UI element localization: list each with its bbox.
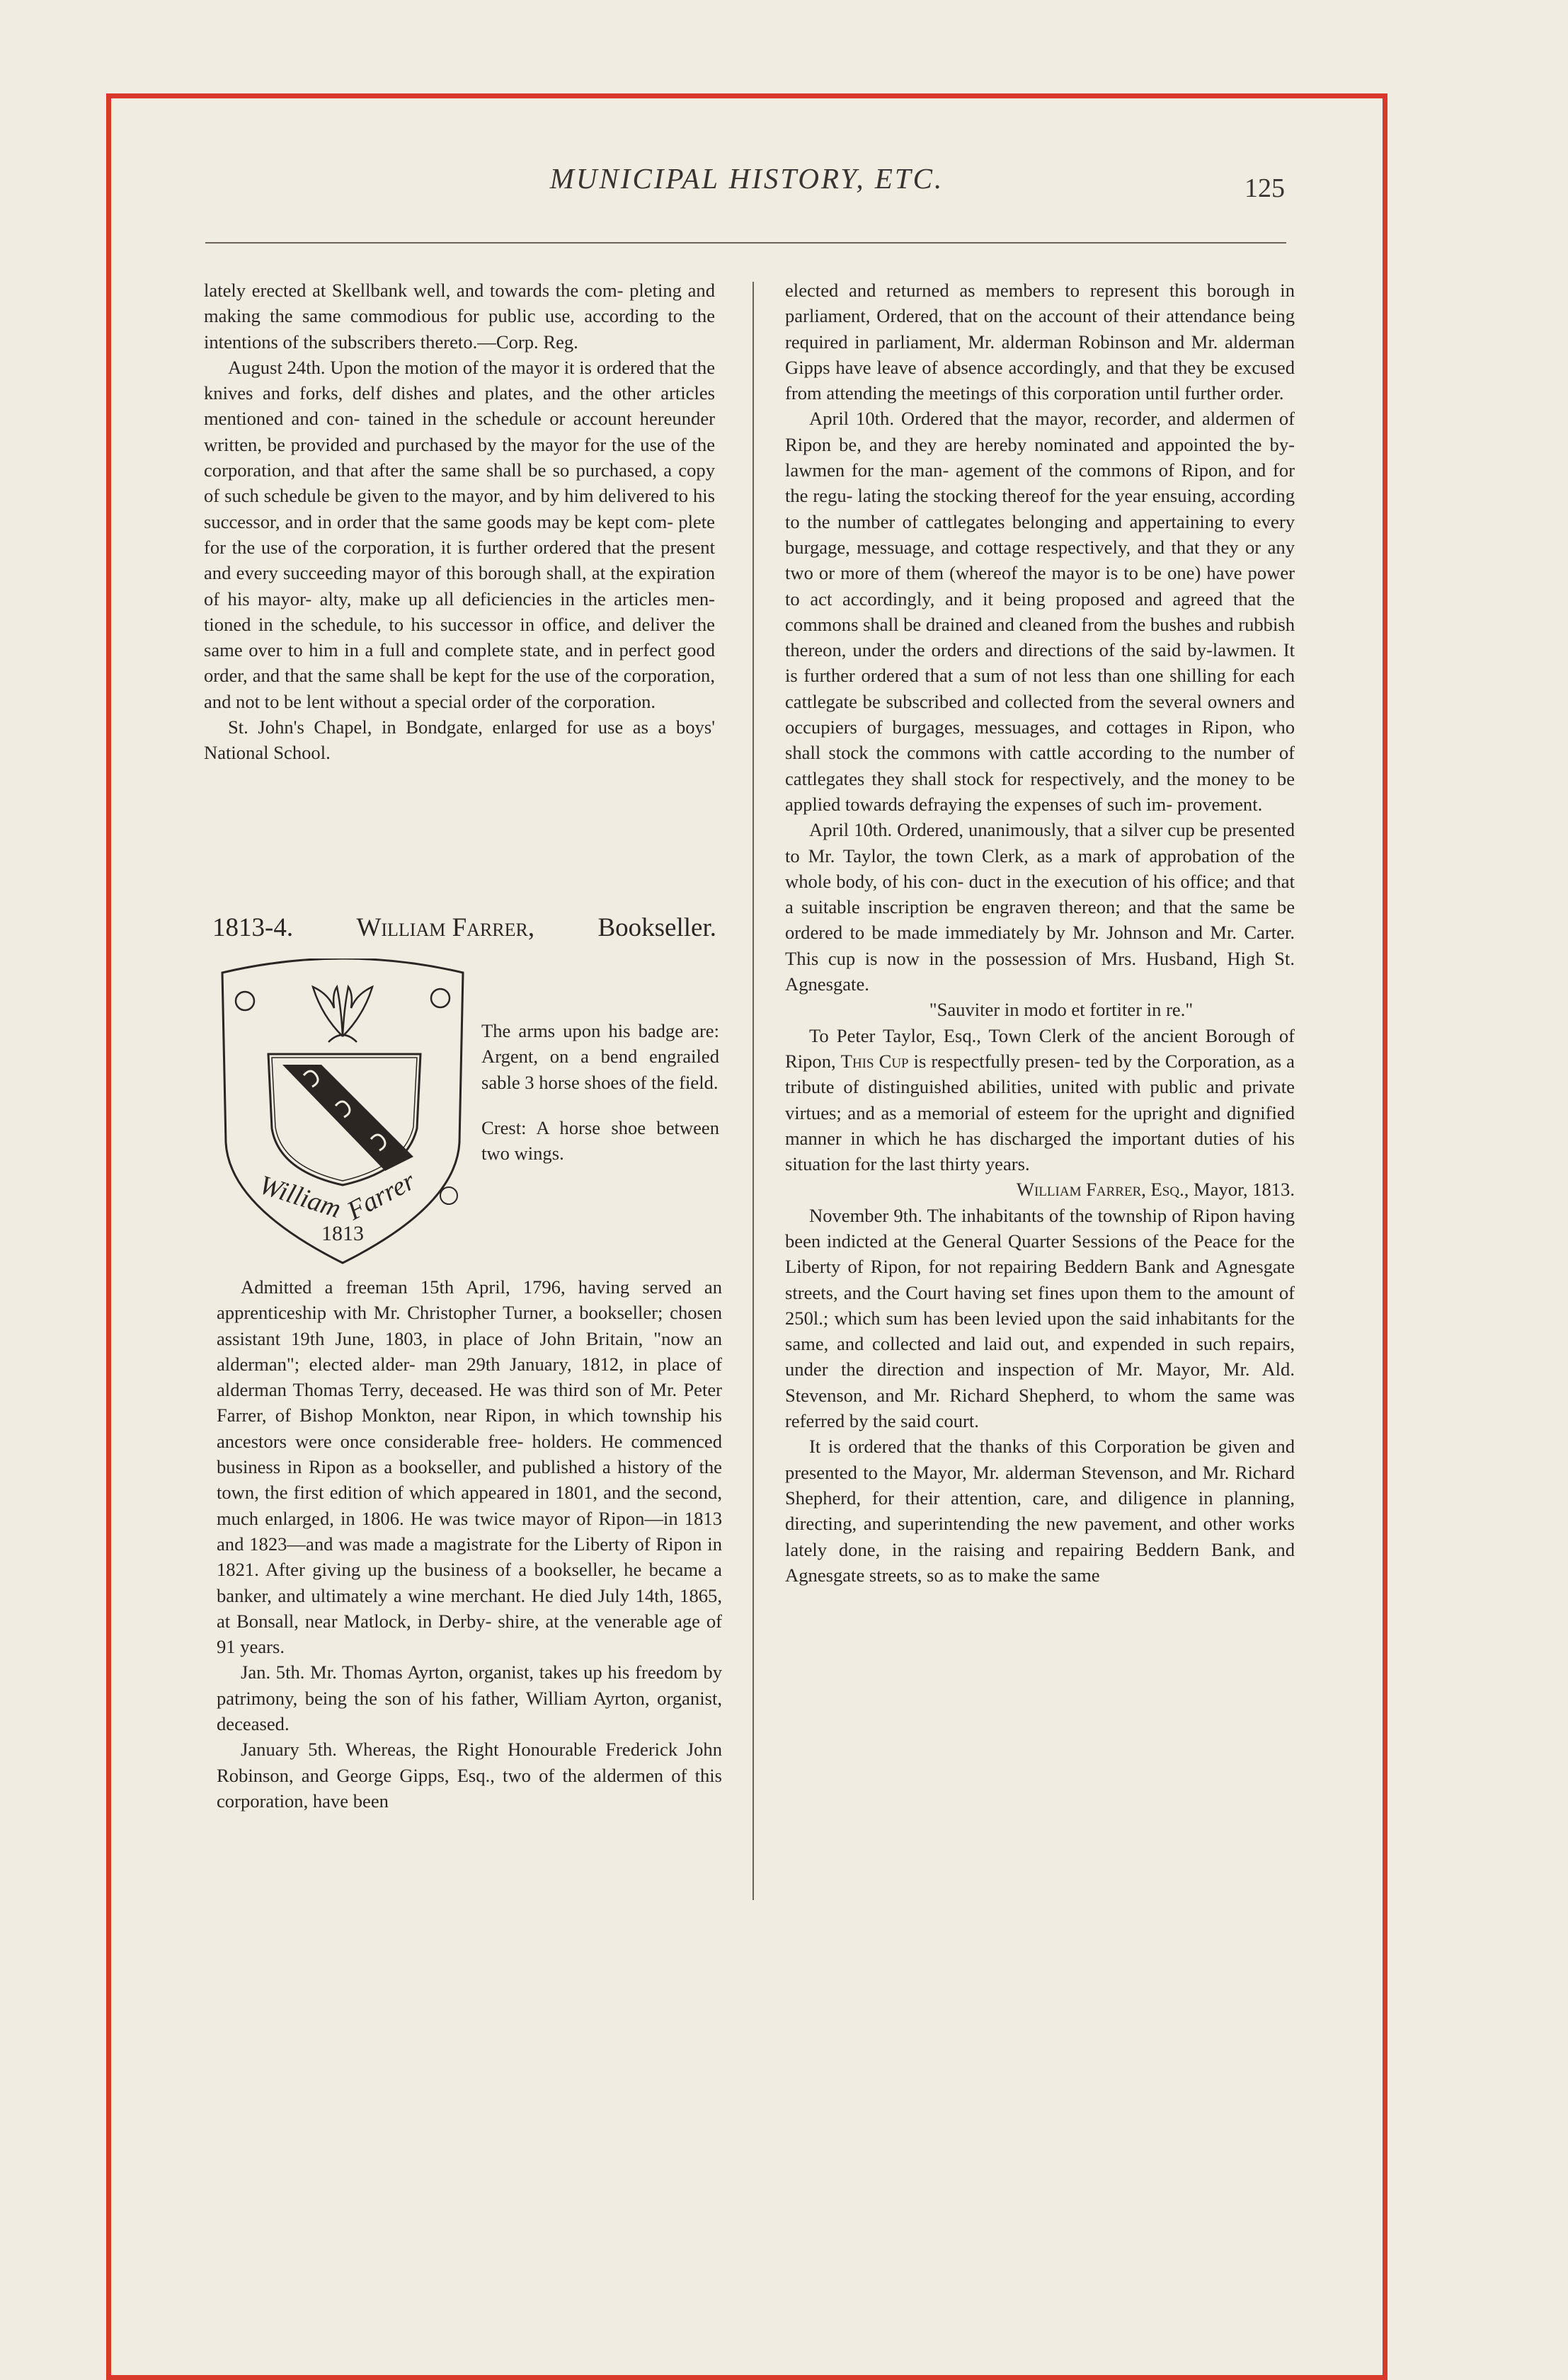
paragraph: April 10th. Ordered that the mayor, recorder, and aldermen of Ripon be, and they are hereby nominated and appointed the by-lawmen for the man- agement of the commons of Ripon, and for the regu- lating the stocking thereof for the year ensuing, according to the number of cattlegates belonging and appertaining to every burgage, messuage, and cottage respectively, and that they or any two or more of them (whereof the mayor is to be one) have power to act accordingly, and it being proposed and agreed that the commons shall be drained and cleaned from the bushes and rubbish thereon, under the orders and directions of the said by-lawmen. It is further ordered that a sum of not less than one shilling for each cattlegate be subscribed and collected from the several owners and occupiers of burgages, messuages, and cottages in Ripon, who shall stock the commons with cattle according to the number of cattlegates they shall stock for respectively, and the money to be applied towards defraying the expenses of such im- provement. (785, 408, 1295, 815)
rivet-left (236, 992, 254, 1010)
paragraph: November 9th. The inhabitants of the township of Ripon having been indicted at the General Quarter Sessions of the Peace for the Liberty of Ripon, for not repairing Beddern Bank and Agnesgate streets, and the Court having set fines upon them to the amount of 250l.; which sum has been levied upon the said inhabitants for the same, and collected and laid out, and expended in such repairs, under the direction and inspection of Mr. Mayor, Mr. Ald. Stevenson, and Mr. Richard Shepherd, to whom the same was referred by the said court. (785, 1204, 1295, 1432)
left-column-top (204, 278, 715, 766)
paragraph: January 5th. Whereas, the Right Honourable Frederick John Robinson, and George Gipps, Esq., two of the aldermen of this corporation, have been (217, 1739, 722, 1812)
paragraph: lately erected at Skellbank well, and towards the com- pleting and making the same commodious for public use, according to the intentions of the subscribers thereto.—Corp. Reg. (204, 280, 715, 353)
signature-name: William Farrer, Esq., (1016, 1179, 1189, 1201)
left-column-bottom (217, 1274, 722, 1814)
signature-line (785, 1177, 1295, 1202)
running-header-title: MUNICIPAL HISTORY, ETC. (549, 162, 944, 195)
paragraph: Jan. 5th. Mr. Thomas Ayrton, organist, takes up his freedom by patrimony, being the son of his father, William Ayrton, organist, deceased. (217, 1661, 722, 1735)
paragraph: It is ordered that the thanks of this Corporation be given and presented to the Mayor, Mr. alderman Stevenson, and Mr. Richard Shepherd, for their attention, care, and diligence in planning, directing, and superintending the new pavement, and other works lately done, in the raising and repairing Beddern Bank, and Agnesgate streets, so as to make the same (785, 1436, 1295, 1586)
blazon-text: The arms upon his badge are: Argent, on a bend engrailed sable 3 horse shoes of the field. (481, 1020, 719, 1093)
shield-year: 1813 (321, 1222, 364, 1245)
section-trade: Bookseller. (597, 913, 716, 942)
right-column (785, 278, 1295, 1588)
inscription-cup: This Cup (840, 1050, 909, 1072)
section-year: 1813-4. (212, 913, 294, 942)
coat-of-arms-shield (215, 959, 470, 1267)
shield-signature-left: William (256, 1169, 345, 1225)
inscription-before: To Peter Taylor, Esq., Town Clerk of the ancient Borough of Ripon, (785, 1024, 1295, 1072)
signature-rest: Mayor, 1813. (1194, 1179, 1295, 1201)
crest-wings (313, 987, 372, 1042)
inscription-after: is respectfully presen- ted by the Corporation, as a tribute of distinguished abilities, united with public and private virtues; and as a memorial of esteem for the upright and dignified manner in which he has discharged the important duties of his situation for the last thirty years. (785, 1050, 1295, 1175)
bend-sable (282, 1065, 413, 1171)
rivet-right (431, 989, 450, 1007)
paragraph: April 10th. Ordered, unanimously, that a silver cup be presented to Mr. Taylor, the town Clerk, as a mark of approbation of the whole body, of his con- duct in the execution of his office; and that a suitable inscription be engraven thereon; and that the same be ordered to be made immediately by Mr. Johnson and Mr. Carter. This cup is now in the possession of Mrs. Husband, High St. Agnesgate. (785, 819, 1295, 995)
shield-signature-right: Farrer (342, 1165, 420, 1226)
section-name: William Farrer, (356, 913, 535, 942)
paragraph: August 24th. Upon the motion of the mayor it is ordered that the knives and forks, delf dishes and plates, and the other articles mentioned and con- tained in the schedule or account hereunder written, be provided and purchased by the mayor for the use of the corporation, and that after the same shall be so purchased, a copy of such schedule be given to the mayor, and by him delivered to his successor, and in order that the same goods may be kept com- plete for the use of the corporation, it is further ordered that the present and every succeeding mayor of this borough shall, at the expiration of his mayor- alty, make up all deficiencies in the articles men- tioned in the schedule, to his successor in office, and deliver the same over to him in a full and complete state, and in perfect good order, and that the same shall be kept for the use of the corporation, and not to be lent without a special order of the corporation. (204, 356, 715, 712)
page-number: 125 (1244, 173, 1285, 203)
section-heading (212, 910, 716, 946)
column-divider (752, 282, 754, 1900)
paragraph: elected and returned as members to represent this borough in parliament, Ordered, that on the account of their attendance being required in parliament, Mr. alderman Robinson and Mr. alderman Gipps have leave of absence accordingly, and that they be excused from attending the meetings of this corporation until further order. (785, 280, 1295, 404)
paragraph: St. John's Chapel, in Bondgate, enlarged for use as a boys' National School. (204, 716, 715, 764)
motto: "Sauviter in modo et fortiter in re." (929, 999, 1194, 1021)
header-rule (205, 242, 1286, 244)
inscription (785, 1023, 1295, 1177)
crest-text: Crest: A horse shoe between two wings. (481, 1116, 719, 1165)
paragraph: Admitted a freeman 15th April, 1796, having served an apprenticeship with Mr. Christopher Turner, a bookseller; chosen assistant 19th June, 1803, in place of John Britain, "now an alderman"; elected alder- man 29th January, 1812, in place of alderman Thomas Terry, deceased. He was third son of Mr. Peter Farrer, of Bishop Monkton, near Ripon, in which township his ancestors were once considerable free- holders. He commenced business in Ripon as a bookseller, and published a history of the town, the first edition of which appeared in 1801, and the second, much enlarged, in 1806. He was twice mayor of Ripon—in 1813 and 1823—and was made a magistrate for the Liberty of Ripon in 1821. After giving up the business of a bookseller, he became a banker, and ultimately a wine merchant. He died July 14th, 1865, at Bonsall, near Matlock, in Derby- shire, at the venerable age of 91 years. (217, 1276, 722, 1658)
arms-description (481, 1018, 719, 1166)
